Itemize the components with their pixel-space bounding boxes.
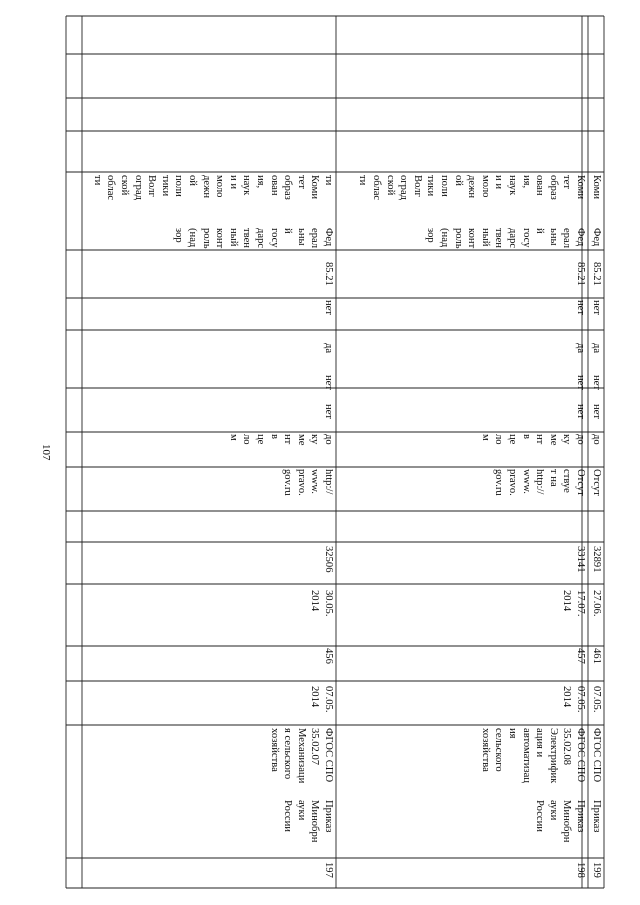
cell-line: сельского xyxy=(493,728,505,772)
cell-line: наук xyxy=(241,175,253,196)
cell-line: й xyxy=(534,228,546,234)
cell-line: конт xyxy=(214,228,226,249)
cell-line: Волг xyxy=(146,175,158,197)
cell-line: (над xyxy=(187,228,199,248)
cell-line: ован xyxy=(268,175,280,196)
cell-line: образ xyxy=(282,175,294,200)
cell-line: www. xyxy=(309,469,321,494)
cell-line: госу xyxy=(520,228,532,248)
cell-line: нет xyxy=(591,404,602,420)
cell-line: Приказ xyxy=(323,800,334,833)
cell-line: ьны xyxy=(295,228,307,246)
cell-line: 35.02.08 xyxy=(561,728,573,766)
cell-line: Электрифик xyxy=(547,728,559,784)
cell-line: Фед xyxy=(591,228,602,247)
cell-line: моло xyxy=(214,175,226,198)
cell-line: Отсут xyxy=(575,469,586,496)
cell-line: ация и xyxy=(534,728,546,758)
cell-line: нет xyxy=(323,300,334,316)
cell-line: нет xyxy=(575,404,586,420)
cell-line: 2014 xyxy=(561,686,573,708)
cell-line: ован xyxy=(534,175,546,196)
cell-line: автоматизац xyxy=(520,728,532,783)
cell-line: ти xyxy=(357,175,369,186)
cell-line: ФГОС СПО xyxy=(323,728,334,783)
cell-line: 33141 xyxy=(575,546,586,573)
cell-line: ой xyxy=(452,175,464,186)
cell-line: 2014 xyxy=(309,590,321,612)
cell-line: облас xyxy=(371,175,383,201)
cell-line: России xyxy=(534,800,546,832)
cell-line: ФГОС СПО xyxy=(591,728,602,783)
cell-line: www. xyxy=(520,469,532,494)
cell-line: 198 xyxy=(575,862,586,878)
cell-line: Отсут xyxy=(591,469,602,496)
cell-line: нет xyxy=(323,375,334,391)
cell-line: gov.ru xyxy=(282,469,294,496)
cell-line: 85.21 xyxy=(591,262,602,286)
cell-line: Минобрн xyxy=(561,800,573,843)
cell-line: Приказ xyxy=(575,800,586,833)
cell-line: облас xyxy=(105,175,117,201)
cell-line: тики xyxy=(159,175,171,197)
cell-line: роль xyxy=(452,228,464,249)
cell-line: ФГОС СПО xyxy=(575,728,586,783)
cell-line: http:// xyxy=(323,469,334,495)
cell-line: 456 xyxy=(323,648,334,664)
cell-line: ьны xyxy=(547,228,559,246)
cell-line: поли xyxy=(439,175,451,197)
cell-line: и и xyxy=(493,175,505,189)
cell-line: Фед xyxy=(323,228,334,247)
cell-line: нет xyxy=(591,375,602,391)
cell-line: до xyxy=(575,434,586,445)
cell-line: дежн xyxy=(200,175,212,199)
cell-line: 32891 xyxy=(591,546,602,573)
cell-line: конт xyxy=(466,228,478,249)
cell-line: 32506 xyxy=(323,546,334,573)
cell-line: дарс xyxy=(507,228,519,249)
cell-line: 30.05. xyxy=(323,590,334,617)
cell-line: хозяйства xyxy=(268,728,280,772)
cell-line: це xyxy=(507,434,519,445)
cell-line: м xyxy=(227,434,239,441)
cell-line: Волг xyxy=(411,175,423,197)
cell-line: оград xyxy=(398,175,410,201)
cell-line: ской xyxy=(119,175,131,196)
cell-line: до xyxy=(591,434,602,445)
cell-line: gov.ru xyxy=(493,469,505,496)
cell-line: pravo. xyxy=(507,469,519,496)
cell-line: Приказ xyxy=(591,800,602,833)
cell-body xyxy=(589,175,603,888)
cell-line: тет xyxy=(561,175,573,189)
cell-line: 2014 xyxy=(309,686,321,708)
cell-line: ия, xyxy=(255,175,267,189)
cell-line: ный xyxy=(227,228,239,247)
cell-line: нт xyxy=(282,434,294,445)
cell-line: 07.05. xyxy=(575,686,586,713)
cell-line: моло xyxy=(479,175,491,198)
cell-line: Коми xyxy=(575,175,586,200)
cell-line: (над xyxy=(439,228,451,248)
cell-line: да xyxy=(323,343,334,354)
cell-line: ти xyxy=(323,175,334,186)
cell-line: 457 xyxy=(575,648,586,664)
cell-line: дежн xyxy=(466,175,478,199)
cell-line: 197 xyxy=(323,862,334,878)
cell-line: ный xyxy=(479,228,491,247)
cell-line: ауки xyxy=(295,800,307,821)
cell-line: 461 xyxy=(591,648,602,664)
cell-line: ме xyxy=(295,434,307,446)
cell-line: хозяйства xyxy=(479,728,491,772)
cell-line: наук xyxy=(507,175,519,196)
cell-line: 17.07. xyxy=(575,590,586,617)
cell-line: м xyxy=(479,434,491,441)
cell-line: ку xyxy=(309,434,321,445)
cell-line: Фед xyxy=(575,228,586,247)
cell-line: ло xyxy=(493,434,505,445)
cell-line: ауки xyxy=(547,800,559,821)
cell-line: ерал xyxy=(561,228,573,249)
cell-line: це xyxy=(255,434,267,445)
cell-line: госу xyxy=(268,228,280,248)
cell-line: да xyxy=(575,343,586,354)
cell-line: Минобрн xyxy=(309,800,321,843)
cell-line: ку xyxy=(561,434,573,445)
cell-line: в xyxy=(520,434,532,440)
cell-line: 85.21 xyxy=(323,262,334,286)
cell-line: ия xyxy=(507,728,519,739)
cell-line: ерал xyxy=(309,228,321,249)
cell-line: поли xyxy=(173,175,185,197)
cell-line: дарс xyxy=(255,228,267,249)
cell-line: 07.05. xyxy=(591,686,602,713)
cell-line: зор xyxy=(173,228,185,243)
cell-line: нет xyxy=(575,300,586,316)
cell-line: ской xyxy=(384,175,396,196)
cell-body xyxy=(83,175,335,888)
cell-line: нет xyxy=(575,375,586,391)
cell-line: 85.21 xyxy=(575,262,586,286)
cell-line: в xyxy=(268,434,280,440)
cell-line: pravo. xyxy=(295,469,307,496)
cell-line: зор xyxy=(425,228,437,243)
cell-line: твен xyxy=(241,228,253,248)
cell-line: оград xyxy=(132,175,144,201)
cell-line: ме xyxy=(547,434,559,446)
page-number: 107 xyxy=(40,444,52,461)
cell-line: я сельского xyxy=(282,728,294,780)
cell-line: тики xyxy=(425,175,437,197)
cell-line: да xyxy=(591,343,602,354)
cell-line: нет xyxy=(591,300,602,316)
cell-line: 07.05. xyxy=(323,686,334,713)
cell-line: твен xyxy=(493,228,505,248)
cell-line: до xyxy=(323,434,334,445)
cell-line: образ xyxy=(547,175,559,200)
cell-line: Коми xyxy=(309,175,321,200)
cell-body xyxy=(337,175,587,888)
cell-line: ой xyxy=(187,175,199,186)
cell-line: нет xyxy=(323,404,334,420)
cell-line: 35.02.07 xyxy=(309,728,321,766)
cell-line: ти xyxy=(91,175,103,186)
cell-line: России xyxy=(282,800,294,832)
cell-line: Коми xyxy=(591,175,602,200)
cell-line: т на xyxy=(547,469,559,487)
cell-line: 27.06. xyxy=(591,590,602,617)
cell-line: http:// xyxy=(534,469,546,495)
cell-line: и и xyxy=(227,175,239,189)
cell-line: тет xyxy=(295,175,307,189)
cell-line: Механизаци xyxy=(295,728,307,784)
cell-line: ия, xyxy=(520,175,532,189)
cell-line: 199 xyxy=(591,862,602,878)
cell-line: ствуе xyxy=(561,469,573,493)
cell-line: роль xyxy=(200,228,212,249)
cell-line: 2014 xyxy=(561,590,573,612)
cell-line: нт xyxy=(534,434,546,445)
cell-line: й xyxy=(282,228,294,234)
cell-line: ло xyxy=(241,434,253,445)
